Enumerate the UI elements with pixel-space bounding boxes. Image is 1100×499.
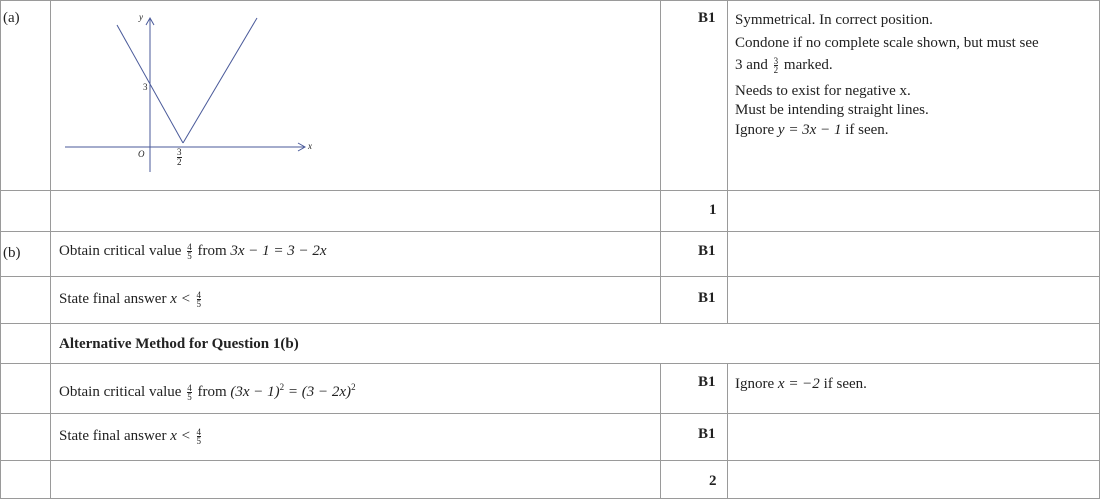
row-divider bbox=[0, 190, 1100, 191]
column-divider bbox=[727, 363, 728, 499]
origin-label: O bbox=[138, 149, 145, 159]
column-divider bbox=[50, 0, 51, 499]
method-row: State final answer x < $\frac{4}{5}$ bbox=[59, 427, 201, 447]
row-mark: B1 bbox=[698, 290, 716, 306]
row-divider bbox=[0, 460, 1100, 461]
table-border-top bbox=[0, 0, 1100, 1]
x-axis-label: x bbox=[308, 141, 312, 151]
method-row: Obtain critical value $\frac{4}{5}$ from 3x − 1 = 3 − 2x bbox=[59, 242, 327, 262]
method-row: Obtain critical value $\frac{4}{5}$ from $(3x - 1)^2 = (3 - 2x)^2$ bbox=[59, 382, 356, 403]
row-divider bbox=[0, 413, 1100, 414]
comment-line: Ignore x = −2 if seen. bbox=[735, 376, 867, 392]
comment-line: 3 and $\frac{3}{2}$ marked. bbox=[735, 56, 833, 76]
comment-line: Condone if no complete scale shown, but must see bbox=[735, 35, 1039, 51]
comment-line: Needs to exist for negative x. bbox=[735, 83, 911, 99]
row-divider bbox=[0, 323, 1100, 324]
column-divider bbox=[660, 363, 661, 499]
y-intercept-label: 3 bbox=[143, 82, 148, 92]
part-b-total: 2 bbox=[709, 473, 717, 489]
part-b-label: (b) bbox=[3, 245, 21, 261]
row-mark: B1 bbox=[698, 426, 716, 442]
row-divider bbox=[0, 276, 1100, 277]
part-a-mark: B1 bbox=[698, 10, 716, 26]
vertex-fraction-label: 3 2 bbox=[177, 147, 182, 167]
y-axis-label: y bbox=[139, 12, 143, 22]
method-row: State final answer x < $\frac{4}{5}$ bbox=[59, 290, 201, 310]
row-divider bbox=[0, 363, 1100, 364]
comment-line: Symmetrical. In correct position. bbox=[735, 12, 933, 28]
row-mark: B1 bbox=[698, 243, 716, 259]
column-divider bbox=[660, 0, 661, 323]
comment-line: Ignore y = 3x − 1 if seen. bbox=[735, 122, 889, 138]
row-mark: B1 bbox=[698, 374, 716, 390]
row-divider bbox=[0, 231, 1100, 232]
comment-line: Must be intending straight lines. bbox=[735, 102, 929, 118]
column-divider bbox=[727, 0, 728, 323]
alternative-method-heading: Alternative Method for Question 1(b) bbox=[59, 336, 299, 352]
part-a-subtotal: 1 bbox=[709, 202, 717, 218]
table-border-left bbox=[0, 0, 1, 499]
part-a-label: (a) bbox=[3, 10, 20, 26]
modulus-graph bbox=[60, 10, 320, 190]
